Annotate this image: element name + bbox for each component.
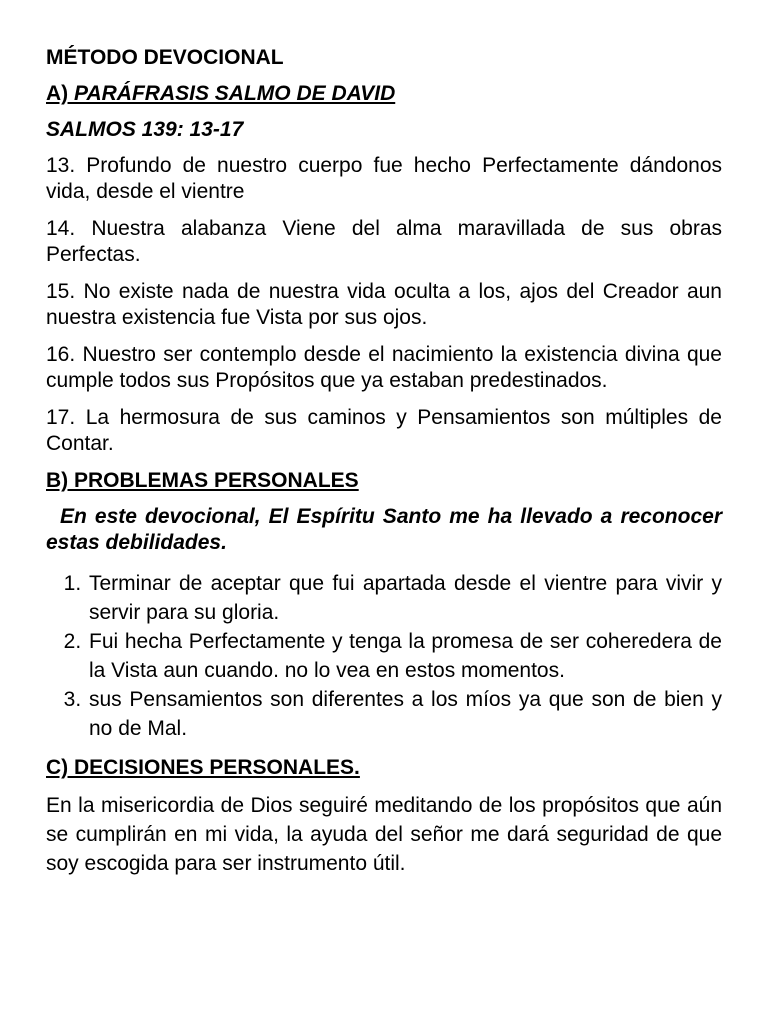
verse-17: 17. La hermosura de sus caminos y Pensamientos son múltiples de Contar. xyxy=(46,406,722,455)
verse-14: 14. Nuestra alabanza Viene del alma maravillada de sus obras Perfectas. xyxy=(46,217,722,266)
verse-15: 15. No existe nada de nuestra vida oculta a los, ajos del Creador aun nuestra existencia fue Vista por sus ojos. xyxy=(46,280,722,329)
weakness-list xyxy=(46,569,722,743)
section-b-intro: En este devocional, El Espíritu Santo me ha llevado a reconocer estas debilidades. xyxy=(46,505,722,554)
verse-13: 13. Profundo de nuestro cuerpo fue hecho Perfectamente dándonos vida, desde el vientre xyxy=(46,154,722,203)
section-a-prefix: A) xyxy=(46,82,74,105)
list-item: 3. sus Pensamientos son diferentes a los míos ya que son de bien y no de Mal. xyxy=(87,685,722,743)
list-item: 1. Terminar de aceptar que fui apartada desde el vientre para vivir y servir para su gloria. xyxy=(87,569,722,627)
section-b-heading: B) PROBLEMAS PERSONALES xyxy=(46,469,359,492)
section-a-heading xyxy=(46,81,722,107)
section-c-heading: C) DECISIONES PERSONALES. xyxy=(46,756,360,779)
list-item: 2. Fui hecha Perfectamente y tenga la promesa de ser coheredera de la Vista aun cuando. no lo vea en estos momentos. xyxy=(87,627,722,685)
verse-16: 16. Nuestro ser contemplo desde el nacimiento la existencia divina que cumple todos sus Propósitos que ya estaban predestinados. xyxy=(46,343,722,392)
document-title: MÉTODO DEVOCIONAL xyxy=(46,46,284,69)
section-c-text: En la misericordia de Dios seguiré meditando de los propósitos que aún se cumplirán en mi vida, la ayuda del señor me dará seguridad de que soy escogida para ser instrumento útil. xyxy=(46,794,722,875)
psalm-reference: SALMOS 139: 13-17 xyxy=(46,118,244,141)
section-a-label: PARÁFRASIS SALMO DE DAVID xyxy=(74,82,396,105)
